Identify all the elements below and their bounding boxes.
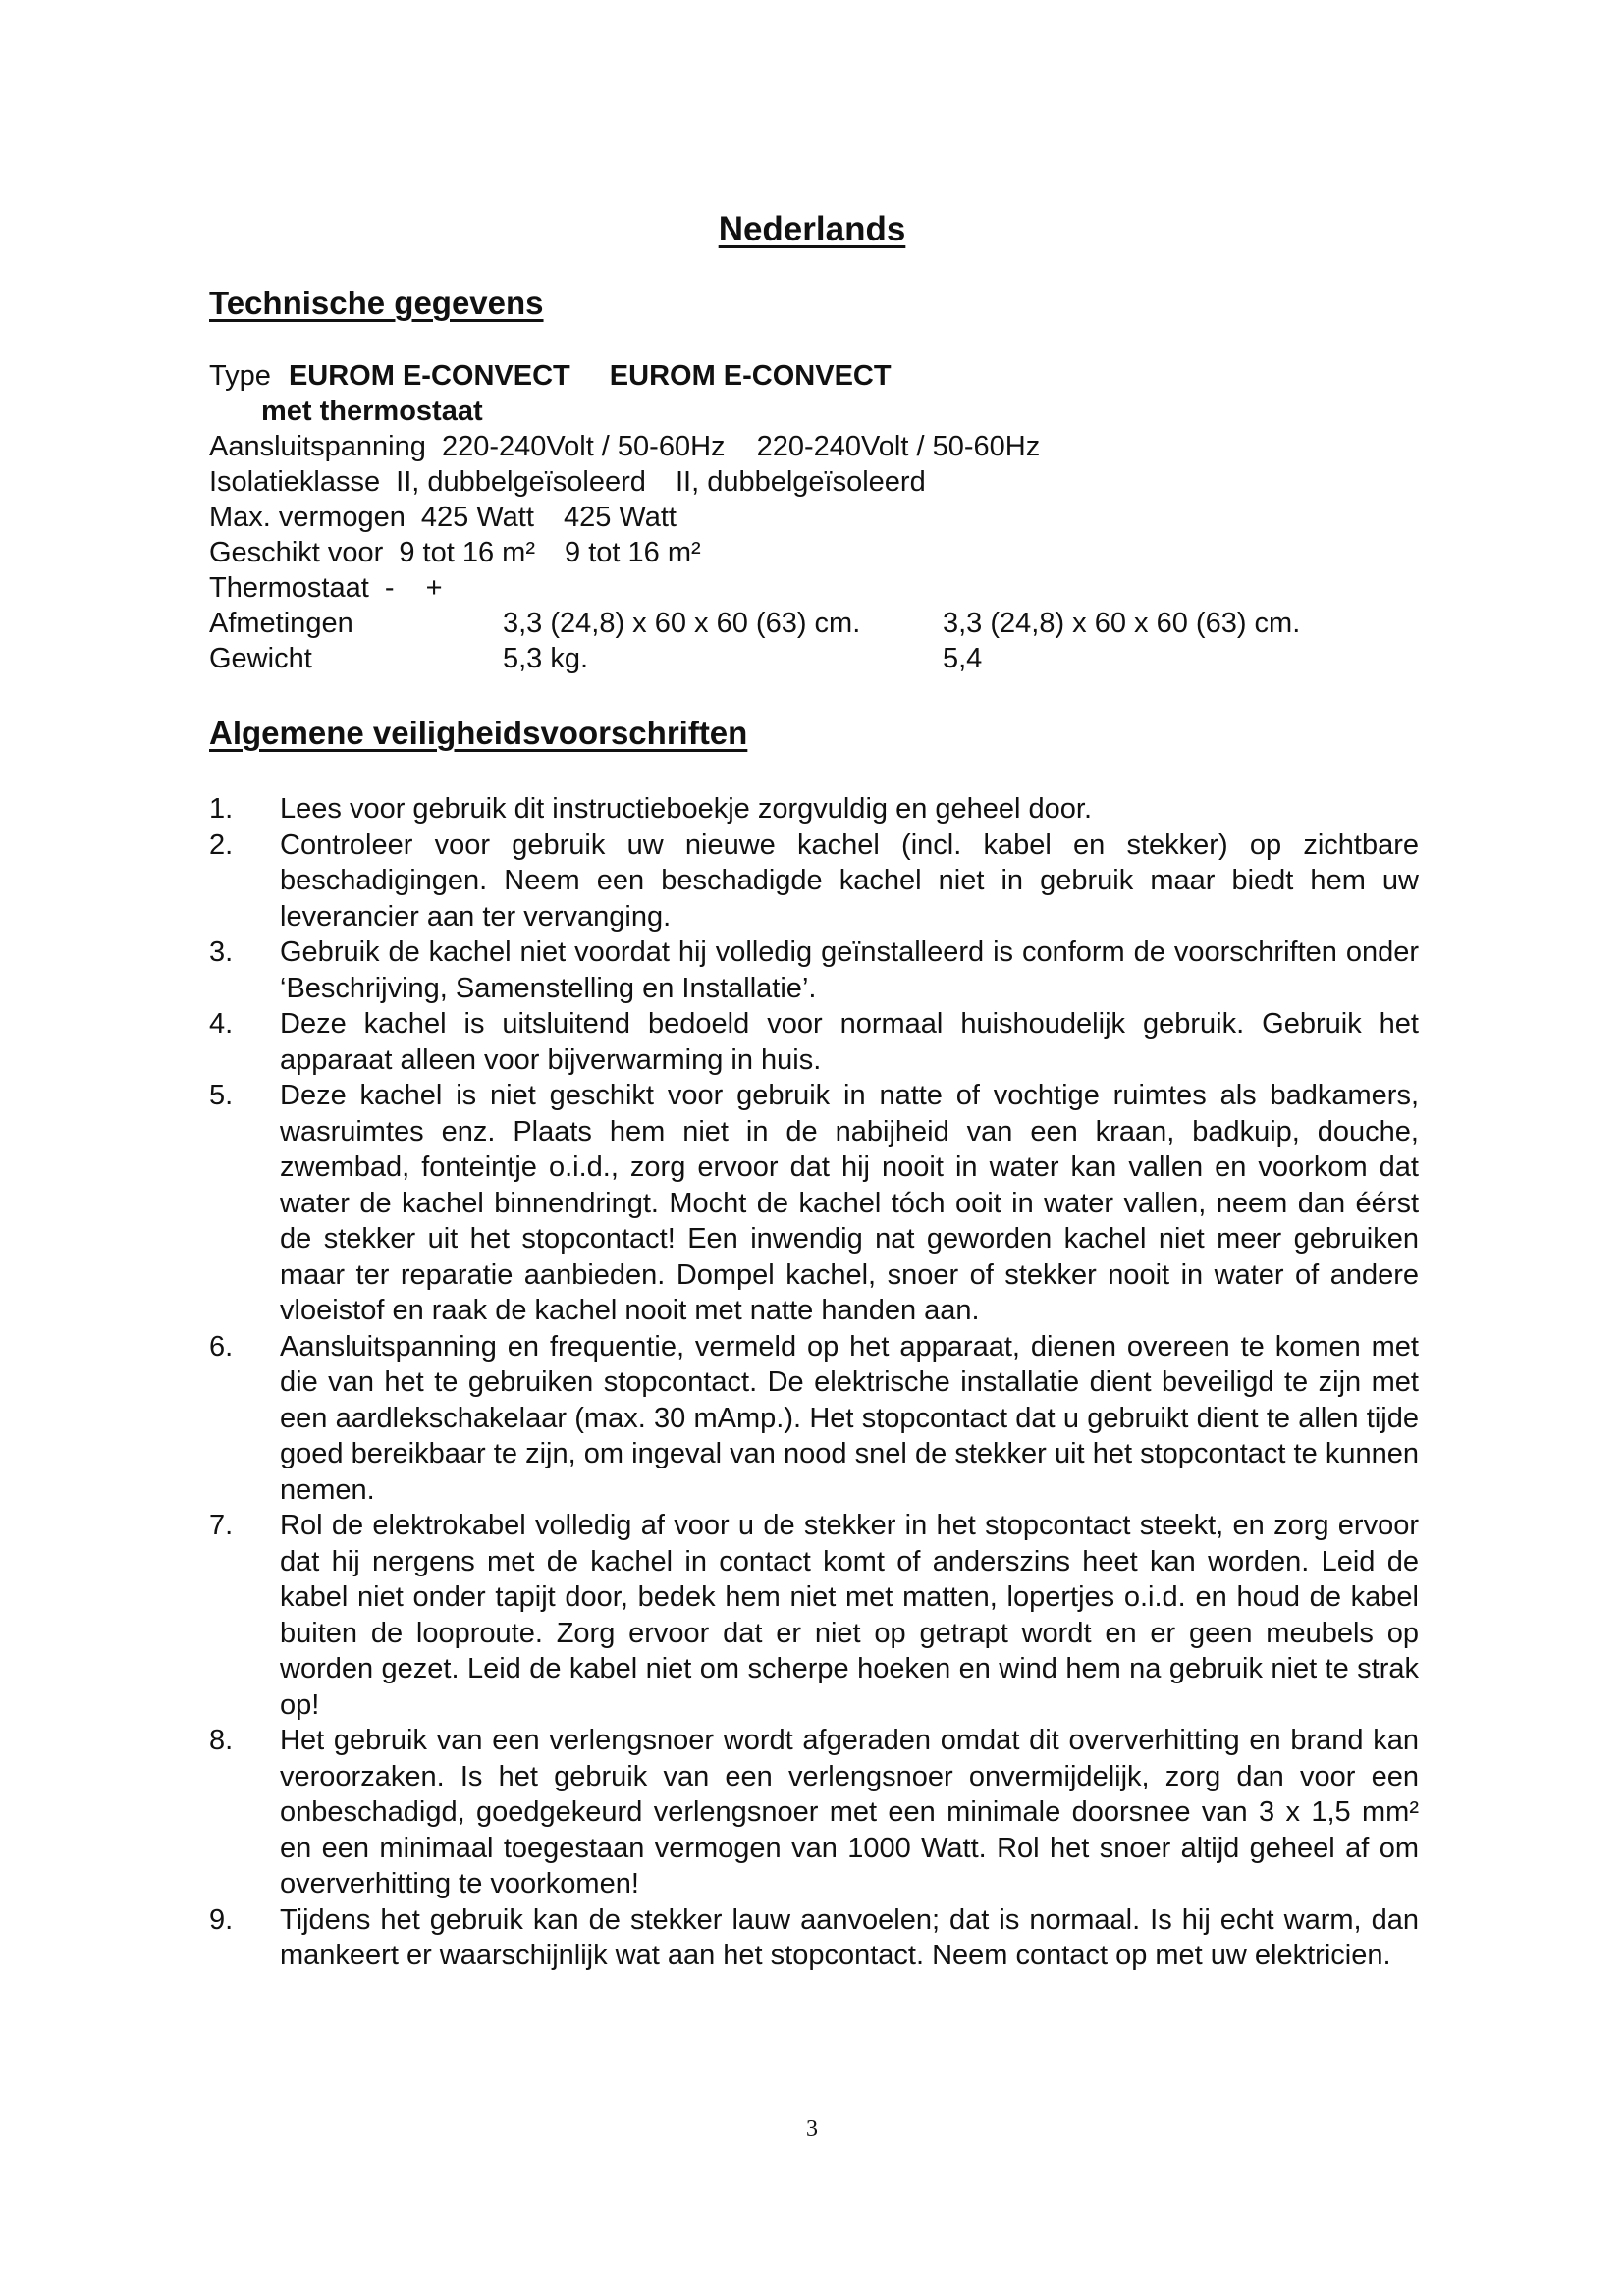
spec-thermostat-2: +: [425, 572, 443, 604]
spec-suitable-2: 9 tot 16 m²: [565, 537, 701, 568]
safety-rule-6: [209, 1329, 1419, 1509]
rule-text: Aansluitspanning en frequentie, vermeld op het apparaat, dienen overeen te komen met die van het te gebruiken stopcontact. De elektrische installatie dient beveiligd te zijn met een aardlekschakelaar (max. 30 mAmp.). Het stopcontact dat u gebruikt dient te allen tijde goed bereikbaar te zijn, om ingeval van nood snel de stekker uit het stopcontact te kunnen nemen.: [280, 1330, 1419, 1506]
rule-number: 4.: [209, 1008, 234, 1040]
spec-dimensions-label: Afmetingen: [209, 608, 353, 639]
rule-text: Controleer voor gebruik uw nieuwe kachel (incl. kabel en stekker) op zichtbare beschadigingen. Neem een beschadigde kachel niet in gebruik maar biedt hem uw leverancier aan ter vervanging.: [280, 828, 1419, 933]
safety-heading: Algemene veiligheidsvoorschriften: [209, 715, 748, 751]
rule-number: 7.: [209, 1510, 234, 1541]
safety-rule-2: [209, 828, 1419, 935]
spec-type-sub-row: [261, 394, 483, 429]
rule-number: 6.: [209, 1330, 234, 1362]
technical-heading: Technische gegevens: [209, 285, 544, 321]
spec-type-model-1: EUROM E-CONVECT: [288, 360, 570, 392]
safety-rule-3: [209, 934, 1419, 1006]
spec-insulation-1: II, dubbelgeïsoleerd: [396, 466, 646, 498]
safety-rule-4: [209, 1006, 1419, 1078]
rule-number: 3.: [209, 936, 234, 968]
rule-text: Gebruik de kachel niet voordat hij volledig geïnstalleerd is conform de voorschriften onder ‘Beschrijving, Samenstelling en Installatie’.: [280, 936, 1419, 1004]
spec-dimensions-row: [209, 606, 1300, 641]
spec-voltage-2: 220-240Volt / 50-60Hz: [756, 431, 1041, 462]
rule-text: Deze kachel is niet geschikt voor gebruik in natte of vochtige ruimtes als badkamers, wasruimtes enz. Plaats hem niet in de nabijheid van een kraan, badkuip, douche, zwembad, fonteintje o.i.d., zorg ervoor dat hij nooit in water kan vallen en voorkom dat water de kachel binnendringt. Mocht de kachel tóch ooit in water vallen, neem dan éérst de stekker uit het stopcontact! Een inwendig nat geworden kachel niet meer gebruiken maar ter reparatie aanbieden. Dompel kachel, snoer of stekker nooit in water of andere vloeistof en raak de kachel nooit met natte handen aan.: [280, 1080, 1419, 1326]
spec-power-row: [209, 500, 677, 535]
spec-power-label: Max. vermogen: [209, 502, 406, 533]
rule-number: 8.: [209, 1725, 234, 1756]
spec-weight-row: [209, 641, 982, 676]
spec-suitable-row: [209, 535, 701, 570]
rule-text: Het gebruik van een verlengsnoer wordt afgeraden omdat dit oververhitting en brand kan veroorzaken. Is het gebruik van een verlengsnoer onvermijdelijk, zorg dan voor een onbeschadigd, goedgekeurd verlengsnoer met een minimale doorsnee van 3 x 1,5 mm² en een minimaal toegestaan vermogen van 1000 Watt. Rol het snoer altijd geheel af om oververhitting te voorkomen!: [280, 1725, 1419, 1899]
page-number: 3: [806, 2116, 818, 2142]
safety-rule-7: [209, 1508, 1419, 1723]
spec-power-2: 425 Watt: [563, 502, 677, 533]
rule-text: Lees voor gebruik dit instructieboekje zorgvuldig en geheel door.: [280, 793, 1093, 825]
safety-rule-9: [209, 1902, 1419, 1974]
spec-suitable-1: 9 tot 16 m²: [399, 537, 535, 568]
page-heading: Nederlands: [718, 210, 906, 248]
spec-power-1: 425 Watt: [420, 502, 534, 533]
rule-number: 1.: [209, 793, 234, 825]
safety-rule-8: [209, 1723, 1419, 1902]
spec-insulation-row: [209, 464, 926, 500]
safety-rule-5: [209, 1078, 1419, 1329]
spec-insulation-2: II, dubbelgeïsoleerd: [675, 466, 926, 498]
spec-weight-label: Gewicht: [209, 643, 312, 674]
spec-thermostat-1: -: [384, 572, 395, 604]
spec-thermostat-row: [209, 570, 443, 606]
rule-text: Tijdens het gebruik kan de stekker lauw aanvoelen; dat is normaal. Is hij echt warm, dan mankeert er waarschijnlijk wat aan het stopcontact. Neem contact op met uw elektricien.: [280, 1903, 1419, 1971]
spec-dimensions-1: 3,3 (24,8) x 60 x 60 (63) cm.: [503, 608, 861, 639]
spec-weight-2: 5,4: [943, 643, 983, 674]
spec-thermostat-label: Thermostaat: [209, 572, 369, 604]
spec-suitable-label: Geschikt voor: [209, 537, 384, 568]
spec-type-model-2: EUROM E-CONVECT: [609, 360, 892, 392]
safety-rules-list: [209, 791, 1419, 1974]
spec-voltage-label: Aansluitspanning: [209, 431, 426, 462]
spec-voltage-1: 220-240Volt / 50-60Hz: [441, 431, 726, 462]
spec-type-label: Type: [209, 360, 271, 392]
spec-voltage-row: [209, 429, 1040, 464]
spec-dimensions-2: 3,3 (24,8) x 60 x 60 (63) cm.: [943, 608, 1301, 639]
spec-type-model-2-sub: met thermostaat: [261, 396, 483, 427]
rule-number: 9.: [209, 1903, 234, 1936]
spec-type-row: [209, 358, 892, 394]
rule-text: Deze kachel is uitsluitend bedoeld voor normaal huishoudelijk gebruik. Gebruik het apparaat alleen voor bijverwarming in huis.: [280, 1008, 1419, 1076]
rule-number: 5.: [209, 1080, 234, 1111]
spec-weight-1: 5,3 kg.: [503, 643, 589, 674]
spec-insulation-label: Isolatieklasse: [209, 466, 381, 498]
rule-number: 2.: [209, 828, 234, 861]
rule-text: Rol de elektrokabel volledig af voor u de stekker in het stopcontact steekt, en zorg ervoor dat hij nergens met de kachel in contact komt of anderszins heet kan worden. Leid de kabel niet onder tapijt door, bedek hem niet met matten, lopertjes o.i.d. en houd de kabel buiten de looproute. Zorg ervoor dat er niet op getrapt wordt en er geen meubels op worden gezet. Leid de kabel niet om scherpe hoeken en wind hem na gebruik niet te strak op!: [280, 1510, 1419, 1721]
safety-rule-1: [209, 791, 1419, 828]
